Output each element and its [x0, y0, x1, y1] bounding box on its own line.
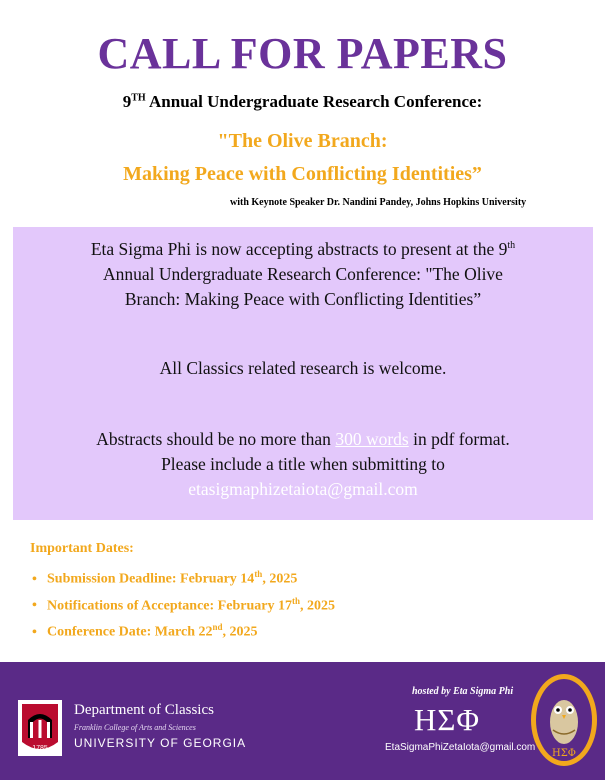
owl-seal-icon: [529, 672, 599, 768]
logo-year: 1785: [32, 745, 48, 752]
conference-subtitle: [0, 92, 605, 112]
date-item: [32, 565, 335, 589]
footer-email[interactable]: EtaSigmaPhiZetaIota@gmail.com: [385, 742, 536, 753]
instructions-b: in pdf format.: [408, 429, 510, 449]
date-label: Submission Deadline: February 14: [47, 571, 255, 587]
dates-list: [30, 565, 335, 642]
date-item: [32, 592, 335, 616]
instructions-line-2: Please include a title when submitting to: [161, 454, 445, 474]
intro-line-3: Branch: Making Peace with Conflicting Identities”: [124, 288, 482, 309]
important-dates: [30, 541, 335, 645]
bullet-icon: •: [32, 598, 37, 614]
intro-line-2: Annual Undergraduate Research Conference: "The Olive: [103, 263, 503, 284]
subtitle-text: Annual Undergraduate Research Conference:: [145, 92, 483, 111]
theme-line-1: "The Olive Branch:: [217, 130, 388, 152]
date-ordinal: th: [254, 569, 263, 579]
date-label: Notifications of Acceptance: February 17: [47, 598, 292, 614]
seal-letters: ΗΣΦ: [552, 748, 576, 759]
subtitle-number: 9: [122, 92, 132, 111]
university-name: UNIVERSITY OF GEORGIA: [74, 736, 247, 750]
instructions-a: Abstracts should be no more than: [96, 429, 336, 449]
keynote-line: with Keynote Speaker Dr. Nandini Pandey, Johns Hopkins University: [230, 197, 527, 208]
date-label: Conference Date: March 22: [47, 624, 213, 640]
bullet-icon: •: [32, 624, 37, 640]
greek-letters: ΗΣΦ: [414, 702, 481, 737]
college-name: Franklin College of Arts and Sciences: [74, 723, 196, 732]
page-title: CALL FOR PAPERS: [97, 29, 508, 78]
theme-line-2: Making Peace with Conflicting Identities”: [123, 163, 482, 185]
subtitle-ordinal: TH: [131, 92, 146, 104]
date-year: , 2025: [222, 624, 258, 640]
intro-ordinal: th: [507, 240, 516, 251]
uga-arch-logo-icon: [18, 700, 62, 756]
date-ordinal: th: [291, 595, 300, 606]
hosted-by: hosted by Eta Sigma Phi: [412, 686, 514, 697]
intro-line-1: Eta Sigma Phi is now accepting abstracts to present at the 9: [90, 238, 508, 259]
date-item: [32, 618, 335, 642]
date-ordinal: nd: [212, 622, 223, 633]
dates-heading: Important Dates:: [30, 541, 134, 556]
word-limit-link[interactable]: 300 words: [335, 429, 409, 449]
bullet-icon: •: [32, 571, 37, 587]
submission-instructions: [13, 427, 593, 502]
welcome-text: All Classics related research is welcome.: [159, 358, 447, 378]
announcement-box: [13, 227, 593, 520]
submission-email[interactable]: etasigmaphizetaiota@gmail.com: [188, 479, 418, 499]
footer-banner: [0, 662, 605, 780]
conference-theme: [0, 125, 605, 191]
department-name: Department of Classics: [74, 702, 214, 718]
date-year: , 2025: [262, 571, 298, 587]
announcement-intro: [13, 233, 593, 312]
date-year: , 2025: [299, 598, 335, 614]
